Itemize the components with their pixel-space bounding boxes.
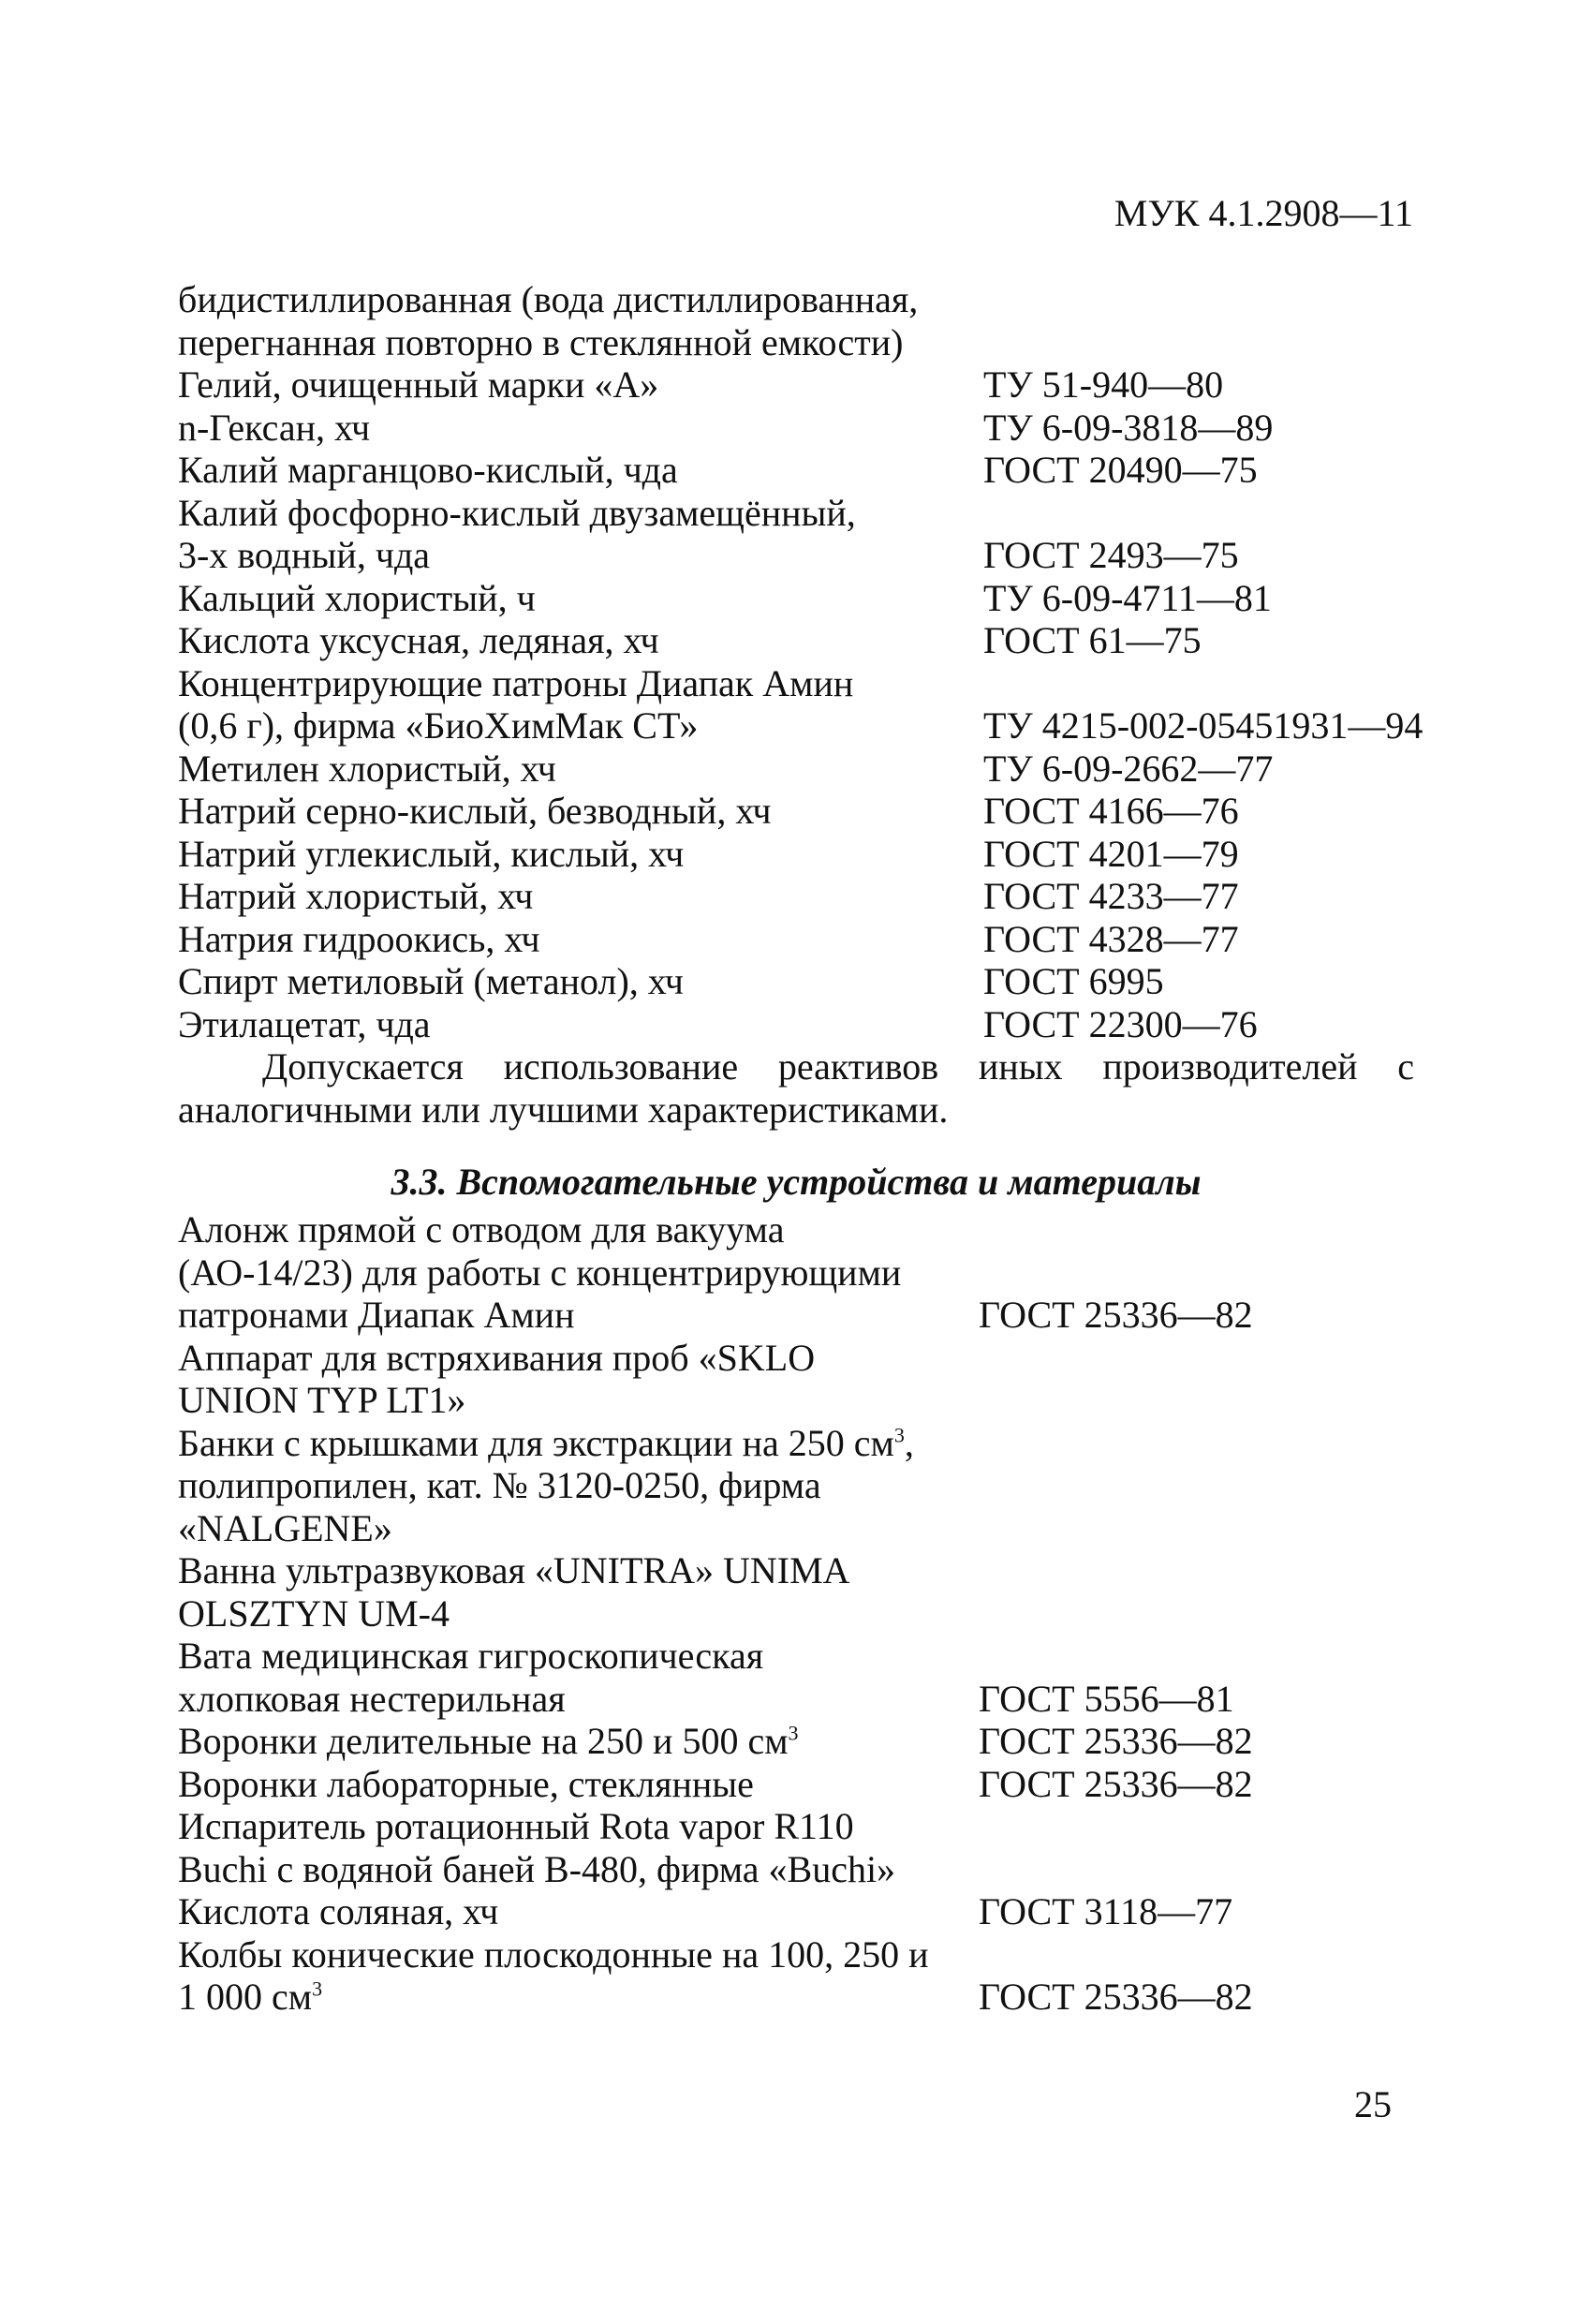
superscript: 3 bbox=[312, 1976, 323, 2001]
material-row-name: 1 000 $см^3$ bbox=[178, 1976, 323, 2018]
reagent-row bbox=[178, 577, 1423, 620]
reagent-row-name: n-Гексан, хч bbox=[178, 406, 371, 449]
material-row bbox=[178, 1251, 1423, 1295]
material-row bbox=[178, 1549, 1423, 1592]
material-row-standard: ГОСТ 25336—82 bbox=[979, 1294, 1253, 1336]
reagent-row-name: Калий марганцово-кислый, чда bbox=[178, 449, 678, 491]
reagent-row-standard: ТУ 6-09-4711—81 bbox=[983, 576, 1272, 619]
material-row bbox=[178, 1890, 1423, 1933]
material-row-standard: ГОСТ 3118—77 bbox=[979, 1890, 1233, 1932]
material-row-name: Воронки делительные на 250 и 500 $см^3$ bbox=[178, 1720, 799, 1762]
material-row bbox=[178, 1976, 1423, 2019]
reagent-row bbox=[178, 449, 1423, 492]
material-row bbox=[178, 1337, 1423, 1380]
reagent-row-standard: ГОСТ 20490—75 bbox=[983, 449, 1258, 491]
reagent-row-name: Натрий серно-кислый, безводный, хч bbox=[178, 790, 772, 832]
material-row-name: хлопковая нестерильная bbox=[178, 1677, 566, 1720]
material-row-name: UNION TYP LT1» bbox=[178, 1379, 466, 1421]
material-row bbox=[178, 1464, 1423, 1507]
material-row bbox=[178, 1294, 1423, 1337]
reagent-row bbox=[178, 278, 1423, 321]
material-row-name: Испаритель ротационный Rota vapor R110 bbox=[178, 1805, 854, 1847]
reagent-row-standard: ГОСТ 22300—76 bbox=[983, 1002, 1258, 1045]
material-row-standard: ГОСТ 5556—81 bbox=[979, 1677, 1234, 1720]
material-row-name: Вата медицинская гигроскопическая bbox=[178, 1635, 764, 1677]
reagent-row bbox=[178, 748, 1423, 791]
reagent-row-name: Натрий хлористый, хч bbox=[178, 875, 534, 917]
material-row bbox=[178, 1379, 1423, 1422]
reagent-row bbox=[178, 875, 1423, 918]
reagent-row-name: Этилацетат, чда bbox=[178, 1002, 431, 1045]
material-row bbox=[178, 1507, 1423, 1550]
reagent-row bbox=[178, 534, 1423, 577]
reagent-row bbox=[178, 790, 1423, 833]
reagent-row-name: (0,6 г), фирма «БиоХимМак СТ» bbox=[178, 704, 699, 747]
reagent-row-standard: ГОСТ 6995 bbox=[983, 960, 1164, 1002]
reagent-row bbox=[178, 662, 1423, 705]
material-row-name: «NALGENE» bbox=[178, 1506, 392, 1549]
material-row bbox=[178, 1763, 1423, 1806]
reagents-list bbox=[178, 278, 1423, 1045]
reagent-row-standard: ГОСТ 2493—75 bbox=[983, 534, 1239, 576]
note-paragraph: Допускается использование реактивов иных производителей с аналогичными или лучшими характеристиками. bbox=[178, 1045, 1414, 1131]
material-row-name: Ванна ультразвуковая «UNITRA» UNIMA bbox=[178, 1549, 850, 1591]
material-row-standard: ГОСТ 25336—82 bbox=[979, 1976, 1253, 2018]
material-row-name: Buchi с водяной баней В-480, фирма «Buchi» bbox=[178, 1847, 896, 1890]
material-row-standard: ГОСТ 25336—82 bbox=[979, 1720, 1253, 1762]
material-row bbox=[178, 1592, 1423, 1636]
material-row-name: (АО-14/23) для работы с концентрирующими bbox=[178, 1251, 902, 1294]
reagent-row bbox=[178, 704, 1423, 748]
reagent-row-name: Кислота уксусная, ледяная, хч bbox=[178, 619, 659, 661]
reagent-row-standard: ТУ 4215-002-05451931—94 bbox=[983, 704, 1423, 747]
reagent-row-standard: ТУ 6-09-3818—89 bbox=[983, 406, 1274, 449]
reagent-row-name: Концентрирующие патроны Диапак Амин bbox=[178, 661, 854, 704]
material-row-name: Кислота соляная, хч bbox=[178, 1890, 499, 1932]
material-row-name: Колбы конические плоскодонные на 100, 250 и bbox=[178, 1932, 929, 1976]
material-row bbox=[178, 1208, 1423, 1251]
reagent-row-standard: ГОСТ 4233—77 bbox=[983, 875, 1239, 917]
reagent-row-name: Натрий углекислый, кислый, хч bbox=[178, 832, 685, 875]
reagent-row bbox=[178, 363, 1423, 407]
document-code: МУК 4.1.2908—11 bbox=[1114, 192, 1413, 234]
reagent-row-name: Кальций хлористый, ч bbox=[178, 576, 536, 619]
superscript: 3 bbox=[788, 1721, 799, 1745]
materials-list bbox=[178, 1208, 1423, 2019]
reagent-row bbox=[178, 1003, 1423, 1046]
reagent-row-name: Спирт метиловый (метанол), хч bbox=[178, 960, 684, 1002]
material-row bbox=[178, 1720, 1423, 1763]
reagent-row bbox=[178, 321, 1423, 364]
reagent-row-standard: ГОСТ 4328—77 bbox=[983, 917, 1239, 960]
material-row bbox=[178, 1933, 1423, 1976]
material-row-name: полипропилен, кат. № 3120-0250, фирма bbox=[178, 1464, 821, 1506]
material-row-name: Банки с крышками для экстракции на 250 $см^3$, bbox=[178, 1421, 914, 1464]
reagent-row-standard: ГОСТ 61—75 bbox=[983, 619, 1202, 661]
reagent-row-name: Натрия гидроокись, хч bbox=[178, 917, 540, 960]
material-row bbox=[178, 1635, 1423, 1678]
material-row-name: Алонж прямой с отводом для вакуума bbox=[178, 1208, 785, 1251]
reagent-row-name: Калий фосфорно-кислый двузамещённый, bbox=[178, 491, 856, 534]
reagent-row-standard: ТУ 51-940—80 bbox=[983, 363, 1224, 406]
material-row bbox=[178, 1805, 1423, 1848]
material-row-name: Аппарат для встряхивания проб «SKLO bbox=[178, 1336, 816, 1379]
reagent-row bbox=[178, 833, 1423, 876]
page-number: 25 bbox=[1354, 2083, 1392, 2125]
section-heading: 3.3. Вспомогательные устройства и материалы bbox=[391, 1161, 1202, 1203]
reagent-row bbox=[178, 960, 1423, 1003]
material-row-name: Воронки лабораторные, стеклянные bbox=[178, 1762, 754, 1805]
reagent-row-standard: ТУ 6-09-2662—77 bbox=[983, 747, 1274, 790]
reagent-row-standard: ГОСТ 4201—79 bbox=[983, 832, 1239, 875]
reagent-row bbox=[178, 918, 1423, 961]
reagent-row bbox=[178, 492, 1423, 535]
material-row bbox=[178, 1848, 1423, 1891]
reagent-row-name: Метилен хлористый, хч bbox=[178, 747, 556, 790]
material-row-standard: ГОСТ 25336—82 bbox=[979, 1762, 1253, 1805]
reagent-row bbox=[178, 407, 1423, 450]
material-row bbox=[178, 1678, 1423, 1721]
reagent-row-name: перегнанная повторно в стеклянной емкости) bbox=[178, 320, 904, 363]
reagent-row-name: бидистиллированная (вода дистиллированная, bbox=[178, 278, 919, 320]
material-row bbox=[178, 1422, 1423, 1465]
reagent-row-standard: ГОСТ 4166—76 bbox=[983, 790, 1239, 832]
material-row-name: патронами Диапак Амин bbox=[178, 1294, 575, 1336]
reagent-row-name: Гелий, очищенный марки «А» bbox=[178, 363, 659, 406]
superscript: 3 bbox=[893, 1423, 905, 1447]
reagent-row bbox=[178, 619, 1423, 662]
reagent-row-name: 3-х водный, чда bbox=[178, 534, 431, 576]
material-row-name: OLSZTYN UM-4 bbox=[178, 1591, 450, 1635]
